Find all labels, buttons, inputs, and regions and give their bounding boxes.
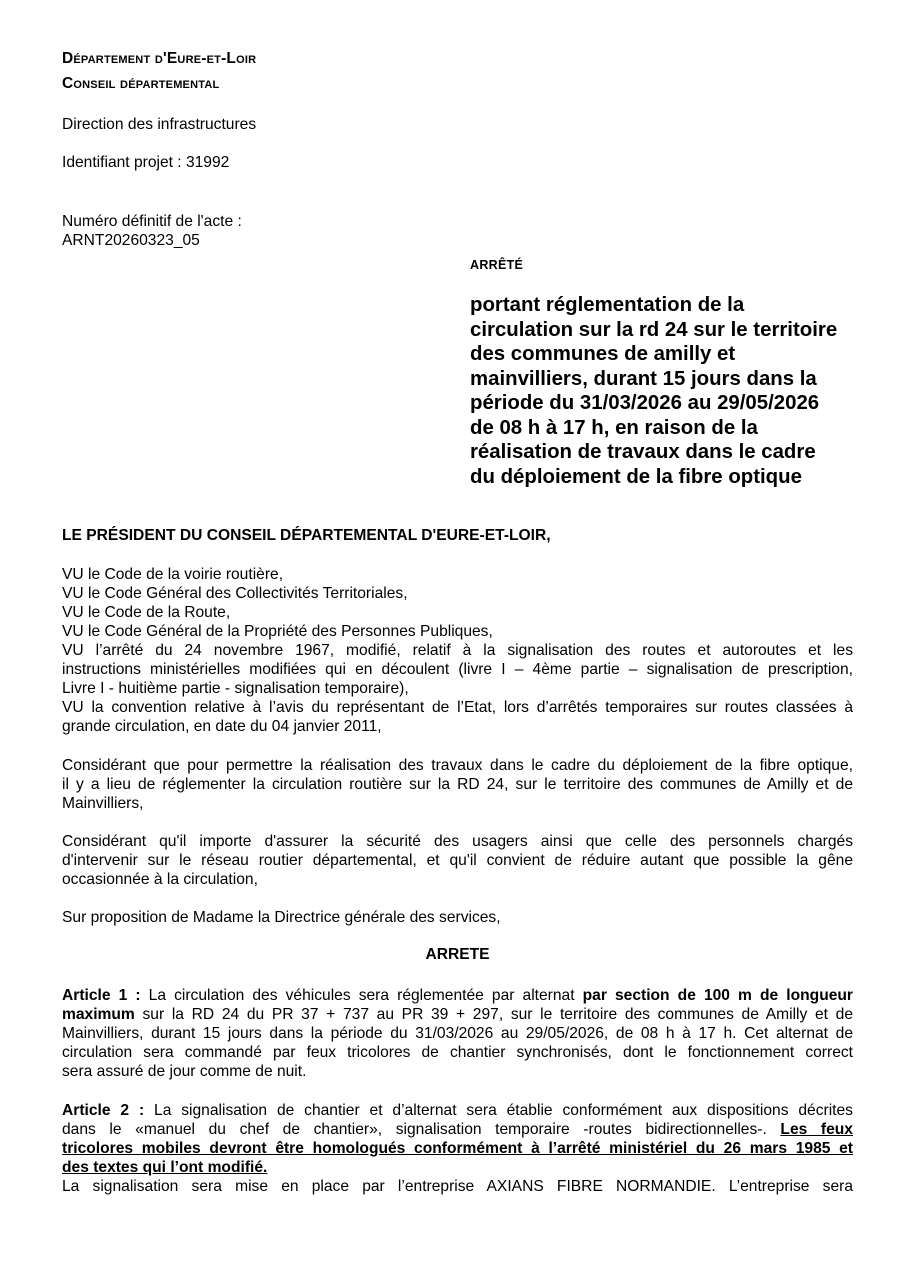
vu-line: VU le Code Général de la Propriété des Personnes Publiques, [62,623,493,640]
article-line [62,986,853,1005]
article-line [62,1101,853,1120]
article-text: La circulation des véhicules sera réglementée par alternat [148,987,575,1004]
proposition-line: Sur proposition de Madame la Directrice générale des services, [62,909,501,926]
act-number-label: Numéro définitif de l'acte : [62,213,242,230]
article-1 [62,986,853,1081]
article-text: La signalisation de chantier et d’alternat sera établie conformément aux dispositions décrites [154,1102,853,1119]
title-line: du déploiement de la fibre optique [470,465,802,488]
proposition [62,908,853,927]
president-heading: LE PRÉSIDENT DU CONSEIL DÉPARTEMENTAL D'EURE-ET-LOIR, [62,527,551,544]
considerant-line: Considérant qu'il importe d'assurer la sécurité des usagers ainsi que celle des personnels chargés [62,833,853,850]
article-line: tricolores mobiles devront être homologués conformément à l’arrêté ministériel du 26 mars 1985 et [62,1140,853,1157]
title-line: de 08 h à 17 h, en raison de la [470,416,758,439]
considerant-line: d'intervenir sur le réseau routier départemental, et qu'il convient de réduire autant que possible la gêne [62,852,853,869]
article-line: Mainvilliers, durant 15 jours dans la période du 31/03/2026 au 29/05/2026, de 08 h à 17 h. Cet alternat de [62,1025,853,1042]
title-line: portant réglementation de la [470,294,745,316]
title-line: circulation sur la rd 24 sur le territoire [470,318,838,341]
vu-line: VU la convention relative à l’avis du représentant de l’Etat, lors d’arrêtés temporaires sur routes classées à [62,699,853,716]
article-label: Article 2 : [62,1102,145,1119]
direction-name: Direction des infrastructures [62,116,257,133]
vu-line: VU le Code de la voirie routière, [62,566,284,583]
vu-line: VU le Code Général des Collectivités Territoriales, [62,585,408,602]
article-line: sera assuré de jour comme de nuit. [62,1063,307,1080]
article-text: dans le «manuel du chef de chantier», signalisation temporaire -routes bidirectionnelles-. [62,1121,767,1138]
vu-section [62,565,853,736]
considerant-line: occasionnée à la circulation, [62,871,258,888]
title-line: des communes de amilly et [470,343,736,365]
arrete-heading: ARRETE [425,946,490,963]
article-text: sur la RD 24 du PR 37 + 737 au PR 39 + 297, sur le territoire des communes de Amilly et de [142,1006,853,1023]
council-name: Conseil départemental [62,75,220,92]
article-label: Article 1 : [62,987,141,1004]
vu-line: VU le Code de la Route, [62,604,231,621]
article-line [62,1005,853,1024]
article-emphasis: maximum [62,1006,135,1023]
article-emphasis: par section de 100 m de longueur [582,987,853,1004]
article-line: La signalisation sera mise en place par l’entreprise AXIANS FIBRE NORMANDIE. L’entreprise sera [62,1178,853,1195]
title-line: mainvilliers, durant 15 jours dans la [470,367,817,390]
article-line: des textes qui l’ont modifié. [62,1159,268,1176]
considerant-line: Mainvilliers, [62,795,144,812]
vu-line: instructions ministérielles modifiées qui en découlent (livre I – 4ème partie – signalisation de prescription, [62,661,853,678]
article-emphasis: Les feux [780,1121,853,1138]
article-line: circulation sera commandé par feux tricolores de chantier synchronisés, dont le fonctionnement correct [62,1044,853,1061]
considerant-1 [62,756,853,813]
decree-title [470,293,870,489]
act-number: ARNT20260323_05 [62,232,200,249]
title-line: période du 31/03/2026 au 29/05/2026 [470,392,820,414]
considerant-line: Considérant que pour permettre la réalisation des travaux dans le cadre du déploiement de la fibre optique, [62,757,853,774]
arrete-label: ARRÊTÉ [470,258,524,272]
title-line: réalisation de travaux dans le cadre [470,441,816,463]
considerant-2 [62,832,853,889]
vu-line: VU l’arrêté du 24 novembre 1967, modifié, relatif à la signalisation des routes et autoroutes et les [62,642,853,659]
vu-line: Livre I - huitième partie - signalisation temporaire), [62,680,409,697]
department-name: Département d'Eure-et-Loir [62,50,257,67]
considerant-line: il y a lieu de réglementer la circulation routière sur la RD 24, sur le territoire des communes de Amilly et de [62,776,853,793]
project-id: Identifiant projet : 31992 [62,154,230,171]
vu-line: grande circulation, en date du 04 janvier 2011, [62,718,382,735]
article-line [62,1120,853,1139]
article-2 [62,1101,853,1196]
